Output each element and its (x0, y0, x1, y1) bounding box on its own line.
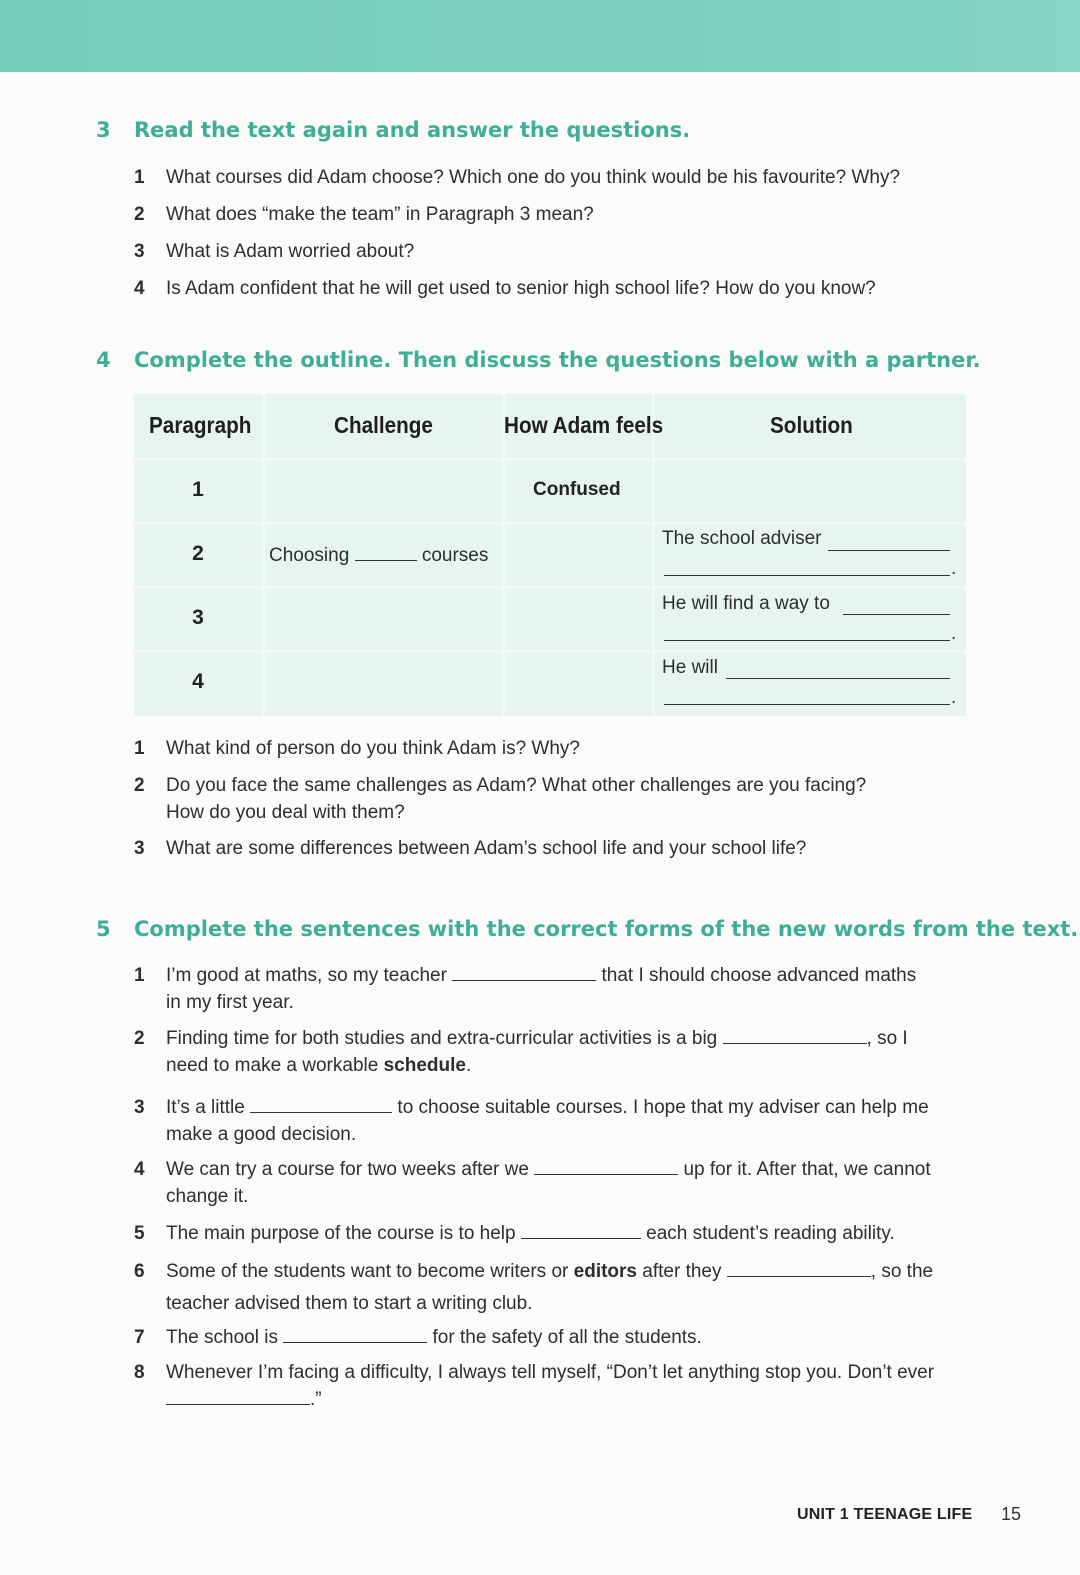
row-divider (134, 458, 966, 461)
answer-blank[interactable] (727, 1259, 871, 1277)
solution-cell: He will (662, 657, 718, 678)
paragraph-number: 1 (192, 478, 204, 501)
answer-blank[interactable] (726, 659, 950, 679)
sentence-item: 2 Finding time for both studies and extra-curricular activities is a big , so I need to make a workable schedule. (134, 1028, 908, 1076)
row-divider (134, 650, 966, 653)
answer-blank[interactable] (283, 1325, 427, 1343)
sentence-item: 8 Whenever I’m facing a difficulty, I always tell myself, “Don’t let anything stop you. Don’t ever .” (134, 1362, 935, 1410)
answer-blank[interactable] (843, 595, 950, 615)
list-item: 4 Is Adam confident that he will get used to senior high school life? How do you know? (134, 278, 876, 299)
list-item: 3 What is Adam worried about? (134, 241, 415, 262)
row-divider (134, 522, 966, 525)
column-divider (652, 394, 655, 716)
column-divider (262, 394, 265, 716)
challenge-cell: Choosing courses (269, 545, 489, 566)
solution-cell: He will find a way to (662, 593, 830, 614)
answer-blank[interactable] (828, 531, 950, 551)
answer-blank[interactable] (521, 1221, 641, 1239)
section-5-heading: 5 Complete the sentences with the correct forms of the new words from the text. (96, 917, 1079, 941)
paragraph-number: 4 (192, 670, 204, 693)
answer-blank[interactable] (664, 685, 950, 705)
sentence-item: 4 We can try a course for two weeks after we up for it. After that, we cannot change it. (134, 1159, 931, 1207)
answer-blank[interactable] (355, 543, 417, 561)
outline-table: Paragraph Challenge How Adam feels Solution 1 Confused 2 Choosing courses The school adviser . 3 He will find a way to . 4 He will . (134, 394, 966, 716)
header-paragraph: Paragraph (149, 412, 252, 438)
answer-blank[interactable] (166, 1387, 310, 1405)
answer-blank[interactable] (250, 1095, 392, 1113)
sentence-item: 5 The main purpose of the course is to help each student’s reading ability. (134, 1223, 895, 1244)
sentence-item: 7 The school is for the safety of all the students. (134, 1327, 702, 1348)
list-item: 1 What kind of person do you think Adam is? Why? (134, 738, 580, 759)
header-solution: Solution (770, 412, 853, 438)
answer-blank[interactable] (534, 1157, 678, 1175)
column-divider (502, 394, 505, 716)
unit-title: UNIT 1 TEENAGE LIFE (797, 1506, 973, 1523)
answer-blank[interactable] (664, 556, 950, 576)
top-banner (0, 0, 1080, 72)
header-feels: How Adam feels (504, 412, 664, 438)
feels-cell: Confused (533, 479, 621, 500)
sentence-item: 1 I’m good at maths, so my teacher that I should choose advanced maths in my first year. (134, 965, 917, 1013)
answer-blank[interactable] (664, 621, 950, 641)
row-divider (134, 586, 966, 589)
section-3-heading: 3 Read the text again and answer the questions. (96, 118, 691, 142)
solution-cell: The school adviser (662, 528, 822, 549)
list-item: 2 What does “make the team” in Paragraph 3 mean? (134, 204, 594, 225)
section-4-heading: 4 Complete the outline. Then discuss the questions below with a partner. (96, 348, 981, 372)
sentence-item: 3 It’s a little to choose suitable courses. I hope that my adviser can help me make a good decision. (134, 1097, 929, 1145)
sentence-item: 6 Some of the students want to become writers or editors after they , so the teacher advised them to start a writing club. (134, 1261, 934, 1314)
answer-blank[interactable] (723, 1026, 867, 1044)
answer-blank[interactable] (452, 963, 596, 981)
list-item: 2 Do you face the same challenges as Adam? What other challenges are you facing? How do you deal with them? (134, 775, 867, 823)
paragraph-number: 3 (192, 606, 204, 629)
list-item: 3 What are some differences between Adam’s school life and your school life? (134, 838, 807, 859)
paragraph-number: 2 (192, 542, 204, 565)
list-item: 1 What courses did Adam choose? Which one do you think would be his favourite? Why? (134, 167, 901, 188)
page-number: 15 (1001, 1504, 1022, 1524)
header-challenge: Challenge (334, 412, 433, 438)
